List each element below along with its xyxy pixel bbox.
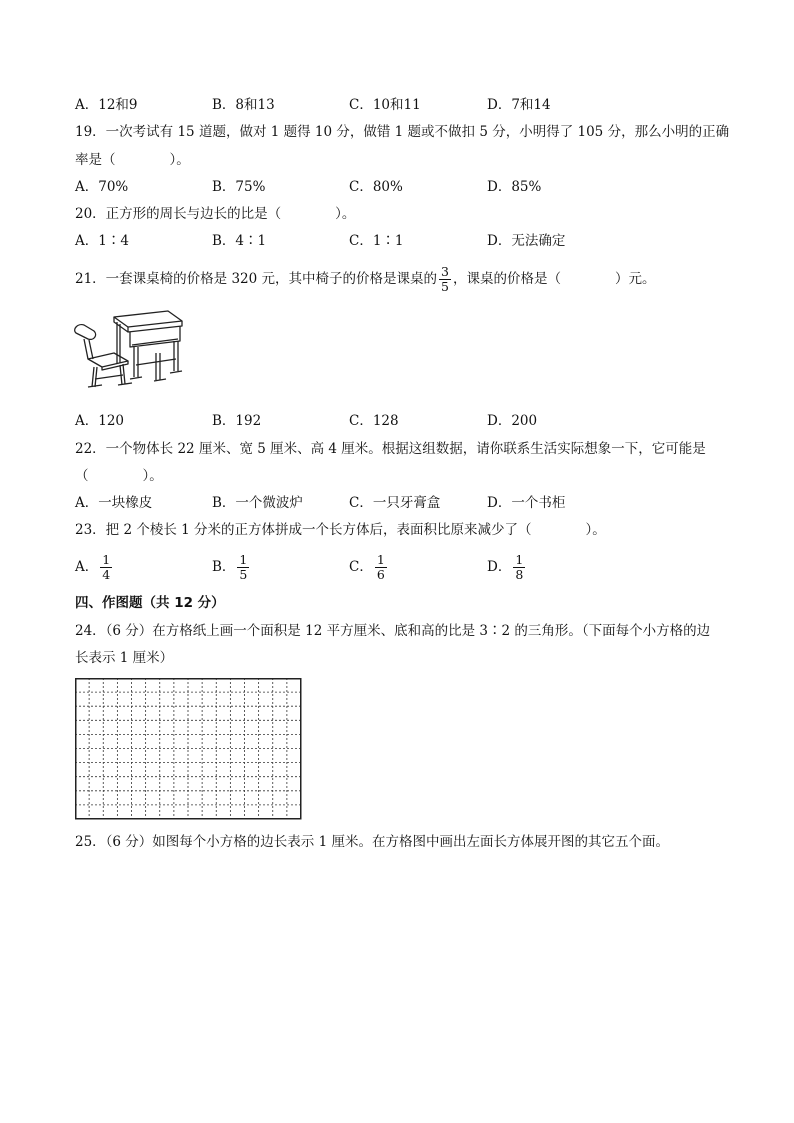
q23-stem: 23．把 2 个棱长 1 分米的正方体拼成一个长方体后，表面积比原来减少了（ ）。 [75, 522, 606, 538]
q21-option-d: D．200 [487, 413, 538, 429]
q23-option-c-den: 6 [376, 567, 385, 582]
section-4-title: 四、作图题（共 12 分） [75, 595, 225, 611]
q22-option-a: A．一块橡皮 [75, 495, 153, 511]
q23-option-d-fraction [513, 553, 525, 582]
q24-stem-line2: 长表示 1 厘米） [75, 650, 174, 666]
q19-option-a: A．70% [75, 179, 129, 195]
q21-frac-num: 3 [441, 264, 449, 279]
q23-option-c-num: 1 [376, 552, 385, 567]
q21-fraction [439, 265, 451, 294]
q23-option-b [212, 550, 251, 584]
q23-option-b-num: 1 [239, 552, 248, 567]
q19-option-d: D．85% [487, 179, 542, 195]
q19-option-c: C．80% [349, 179, 403, 195]
q23-option-b-letter: B． [212, 559, 236, 575]
q23-option-a-num: 1 [102, 552, 111, 567]
q19-stem-line1: 19．一次考试有 15 道题，做对 1 题得 10 分，做错 1 题或不做扣 5 分，小明得了 105 分，那么小明的正确 [75, 124, 730, 140]
q23-option-c [349, 550, 389, 584]
q23-option-b-fraction [237, 553, 249, 582]
q21-frac-den: 5 [441, 279, 449, 294]
q21-option-c: C．128 [349, 413, 399, 429]
grid-paper[interactable] [75, 678, 302, 820]
q23-option-c-letter: C． [349, 559, 373, 575]
q23-option-d-num: 1 [515, 552, 524, 567]
q23-option-a-fraction [100, 553, 112, 582]
q18-option-c: C．10和11 [349, 97, 421, 113]
q24-stem-line1: 24．（6 分）在方格纸上画一个面积是 12 平方厘米、底和高的比是 3∶2 的三角形。（下面每个小方格的边 [75, 623, 711, 639]
q20-stem: 20．正方形的周长与边长的比是（ ）。 [75, 206, 356, 222]
q22-stem-line2: （ ）。 [75, 468, 163, 484]
q23-option-d-letter: D． [487, 559, 512, 575]
q23-option-d-den: 8 [515, 567, 524, 582]
q23-option-a [75, 550, 114, 584]
q23-option-a-den: 4 [102, 567, 111, 582]
q18-option-a: A．12和9 [75, 97, 138, 113]
q23-option-a-letter: A． [75, 559, 99, 575]
q20-option-c: C．1∶1 [349, 233, 404, 249]
q21-stem [75, 262, 655, 296]
q20-option-a: A．1∶4 [75, 233, 129, 249]
q21-option-b: B．192 [212, 413, 262, 429]
q20-option-d: D．无法确定 [487, 233, 566, 249]
q25-stem: 25．（6 分）如图每个小方格的边长表示 1 厘米。在方格图中画出左面长方体展开图的其它五个面。 [75, 834, 669, 850]
desk-chair-illustration [70, 305, 186, 395]
q23-option-b-den: 5 [239, 567, 248, 582]
q22-option-b: B．一个微波炉 [212, 495, 303, 511]
q23-option-d [487, 550, 527, 584]
q18-option-b: B．8和13 [212, 97, 275, 113]
q20-option-b: B．4∶1 [212, 233, 267, 249]
q21-text-after: ，课桌的价格是（ ）元。 [452, 271, 656, 287]
q19-stem-line2: 率是（ ）。 [75, 152, 190, 168]
q21-text-before: 21．一套课桌椅的价格是 320 元，其中椅子的价格是课桌的 [75, 271, 438, 287]
q21-option-a: A．120 [75, 413, 125, 429]
q22-option-c: C．一只牙膏盒 [349, 495, 441, 511]
q23-option-c-fraction [375, 553, 387, 582]
q22-option-d: D．一个书柜 [487, 495, 566, 511]
q22-stem-line1: 22．一个物体长 22 厘米、宽 5 厘米、高 4 厘米。根据这组数据，请你联系生活实际想象一下，它可能是 [75, 441, 706, 457]
q18-option-d: D．7和14 [487, 97, 551, 113]
q19-option-b: B．75% [212, 179, 266, 195]
